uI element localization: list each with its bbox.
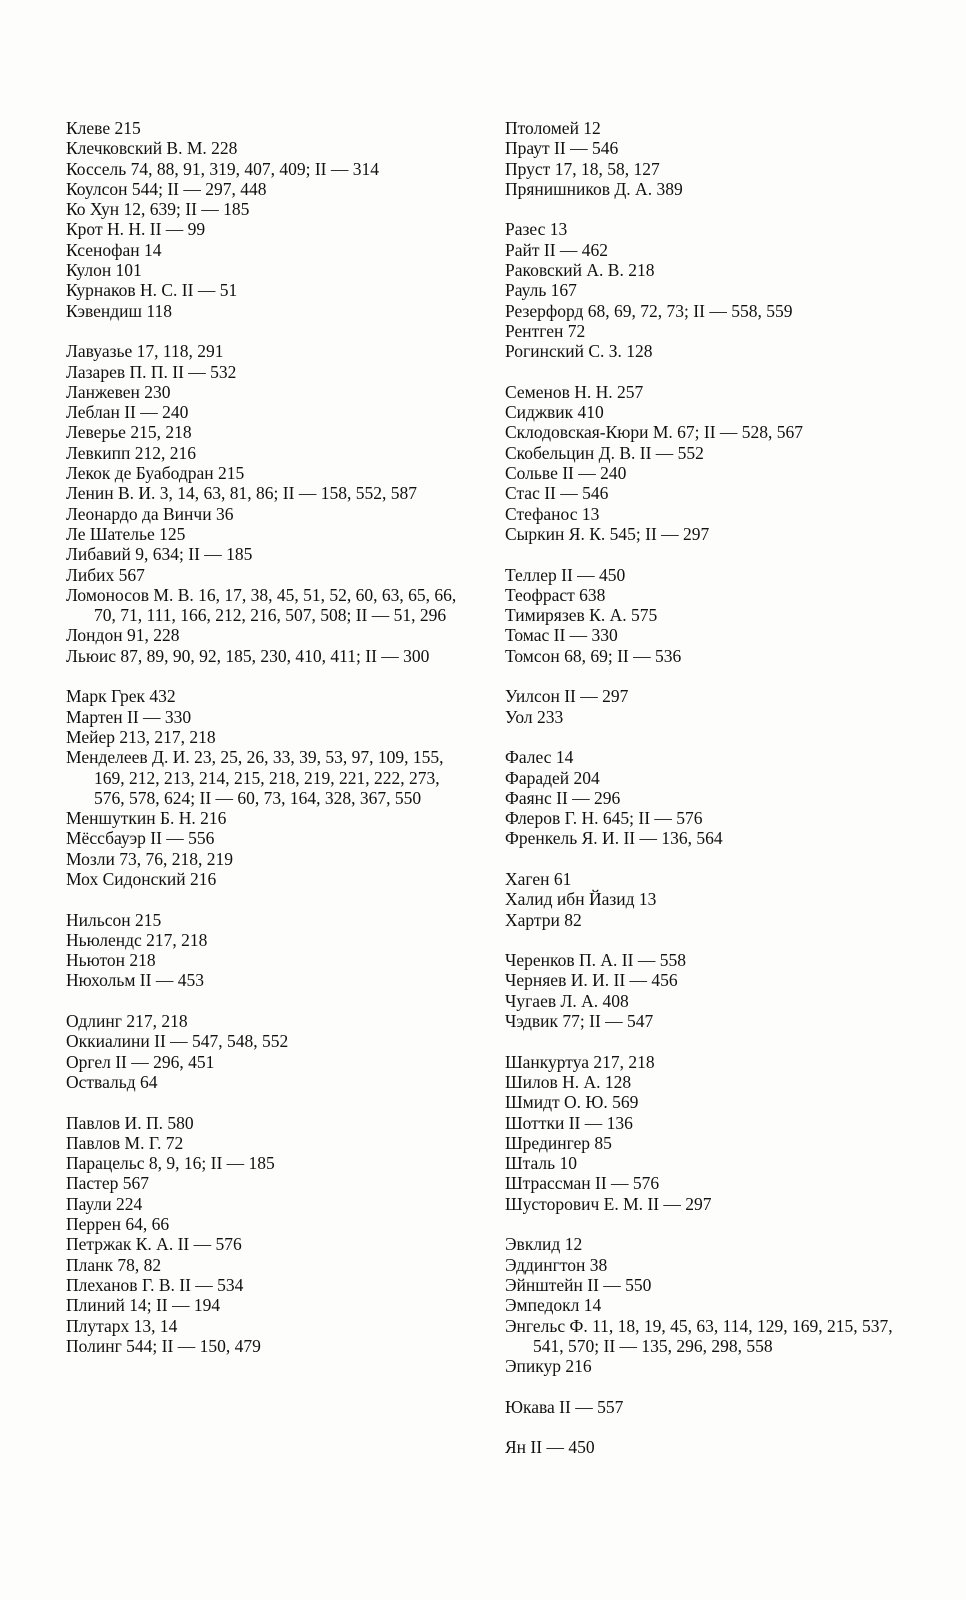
index-entry: Плутарх 13, 14 bbox=[66, 1315, 178, 1336]
index-entry: Праут II — 546 bbox=[505, 138, 619, 159]
index-entry: Шмидт О. Ю. 569 bbox=[505, 1092, 639, 1113]
index-entry: Теофраст 638 bbox=[505, 584, 606, 605]
index-entry: Фарадей 204 bbox=[505, 767, 600, 788]
index-entry: Склодовская-Кюри М. 67; II — 528, 567 bbox=[505, 422, 804, 443]
index-entry: Уилсон II — 297 bbox=[505, 686, 629, 707]
index-entry: Сиджвик 410 bbox=[505, 402, 604, 423]
index-entry: Шредингер 85 bbox=[505, 1132, 612, 1153]
index-entry: Льюис 87, 89, 90, 92, 185, 230, 410, 411; II — 300 bbox=[66, 645, 430, 666]
left-index-column bbox=[66, 118, 466, 1376]
index-entry: Эйнштейн II — 550 bbox=[505, 1274, 652, 1295]
index-entry: Рогинский С. З. 128 bbox=[505, 341, 653, 362]
index-entry: Кулон 101 bbox=[66, 260, 142, 281]
index-entry: Юкава II — 557 bbox=[505, 1396, 624, 1417]
index-entry: Леонардо да Винчи 36 bbox=[66, 503, 234, 524]
index-entry: Ломоносов М. В. 16, 17, 38, 45, 51, 52, 60, 63, 65, 66, 70, 71, 111, 166, 212, 216, 507, 508; II — 51, 296 bbox=[66, 584, 457, 626]
index-entry: Райт II — 462 bbox=[505, 239, 609, 260]
index-entry: Рентген 72 bbox=[505, 320, 586, 341]
index-letter-group bbox=[66, 686, 466, 889]
index-entry: Резерфорд 68, 69, 72, 73; II — 558, 559 bbox=[505, 300, 793, 321]
index-entry: Ян II — 450 bbox=[505, 1437, 595, 1458]
index-letter-group bbox=[505, 382, 915, 544]
index-entry: Халид ибн Йазид 13 bbox=[505, 889, 657, 910]
index-entry: Сыркин Я. К. 545; II — 297 bbox=[505, 523, 710, 544]
index-entry: Нильсон 215 bbox=[66, 909, 162, 930]
index-entry: Ньюлендс 217, 218 bbox=[66, 929, 208, 950]
index-entry: Оргел II — 296, 451 bbox=[66, 1051, 215, 1072]
index-entry: Ко Хун 12, 639; II — 185 bbox=[66, 199, 250, 220]
index-entry: Ксенофан 14 bbox=[66, 239, 162, 260]
index-entry: Хартри 82 bbox=[505, 909, 582, 930]
index-entry: Левкипп 212, 216 bbox=[66, 442, 197, 463]
index-entry: Шанкуртуа 217, 218 bbox=[505, 1051, 655, 1072]
index-entry: Клечковский В. М. 228 bbox=[66, 138, 238, 159]
index-entry: Пастер 567 bbox=[66, 1173, 149, 1194]
index-letter-group bbox=[505, 1052, 915, 1214]
index-entry: Фалес 14 bbox=[505, 747, 574, 768]
index-entry: Скобельцин Д. В. II — 552 bbox=[505, 442, 704, 463]
index-entry: Лавуазье 17, 118, 291 bbox=[66, 341, 224, 362]
index-entry: Леверье 215, 218 bbox=[66, 422, 192, 443]
index-entry: Одлинг 217, 218 bbox=[66, 1011, 188, 1032]
index-letter-group bbox=[66, 341, 466, 666]
index-letter-group bbox=[505, 1437, 915, 1457]
index-letter-group bbox=[505, 869, 915, 930]
index-entry: Либих 567 bbox=[66, 564, 145, 585]
index-entry: Мёссбауэр II — 556 bbox=[66, 828, 215, 849]
index-entry: Френкель Я. И. II — 136, 564 bbox=[505, 828, 723, 849]
index-letter-group bbox=[505, 1234, 915, 1376]
index-entry: Лекок де Буабодран 215 bbox=[66, 463, 245, 484]
index-entry: Ньютон 218 bbox=[66, 950, 156, 971]
index-entry: Рауль 167 bbox=[505, 280, 577, 301]
index-entry: Семенов Н. Н. 257 bbox=[505, 381, 644, 402]
index-entry: Планк 78, 82 bbox=[66, 1254, 162, 1275]
index-entry: Крот Н. Н. II — 99 bbox=[66, 219, 206, 240]
index-entry: Коулсон 544; II — 297, 448 bbox=[66, 178, 267, 199]
index-entry: Павлов М. Г. 72 bbox=[66, 1132, 184, 1153]
index-entry: Пруст 17, 18, 58, 127 bbox=[505, 158, 660, 179]
index-entry: Раковский А. В. 218 bbox=[505, 260, 655, 281]
index-entry: Кэвендиш 118 bbox=[66, 300, 172, 321]
index-entry: Петржак К. А. II — 576 bbox=[66, 1234, 242, 1255]
index-entry: Парацельс 8, 9, 16; II — 185 bbox=[66, 1153, 275, 1174]
index-entry: Черенков П. А. II — 558 bbox=[505, 950, 686, 971]
index-entry: Лазарев П. П. II — 532 bbox=[66, 361, 237, 382]
index-entry: Эвклид 12 bbox=[505, 1234, 583, 1255]
index-entry: Чугаев Л. А. 408 bbox=[505, 990, 629, 1011]
index-entry: Чэдвик 77; II — 547 bbox=[505, 1011, 654, 1032]
index-entry: Разес 13 bbox=[505, 219, 568, 240]
index-letter-group bbox=[66, 1011, 466, 1092]
index-entry: Ланжевен 230 bbox=[66, 381, 171, 402]
index-entry: Штрассман II — 576 bbox=[505, 1173, 660, 1194]
index-entry: Полинг 544; II — 150, 479 bbox=[66, 1335, 261, 1356]
index-entry: Стефанос 13 bbox=[505, 503, 600, 524]
index-entry: Плиний 14; II — 194 bbox=[66, 1295, 221, 1316]
index-entry: Черняев И. И. II — 456 bbox=[505, 970, 678, 991]
index-entry: Клеве 215 bbox=[66, 118, 141, 138]
index-entry: Стас II — 546 bbox=[505, 483, 609, 504]
index-entry: Энгельс Ф. 11, 18, 19, 45, 63, 114, 129, 169, 215, 537, 541, 570; II — 135, 296, 298, 558 bbox=[505, 1315, 893, 1356]
right-index-column bbox=[505, 118, 915, 1478]
index-entry: Хаген 61 bbox=[505, 868, 572, 889]
index-entry: Шусторович Е. М. II — 297 bbox=[505, 1193, 712, 1214]
index-entry: Эпикур 216 bbox=[505, 1356, 592, 1377]
index-entry: Леблан II — 240 bbox=[66, 402, 189, 423]
index-entry: Курнаков Н. С. II — 51 bbox=[66, 280, 238, 301]
index-entry: Ленин В. И. 3, 14, 63, 81, 86; II — 158, 552, 587 bbox=[66, 483, 417, 504]
index-entry: Мартен II — 330 bbox=[66, 706, 192, 727]
index-letter-group bbox=[66, 1113, 466, 1357]
index-entry: Марк Грек 432 bbox=[66, 686, 176, 707]
index-entry: Эддингтон 38 bbox=[505, 1254, 608, 1275]
index-entry: Томсон 68, 69; II — 536 bbox=[505, 645, 682, 666]
index-entry: Меншуткин Б. Н. 216 bbox=[66, 808, 227, 829]
index-entry: Коссель 74, 88, 91, 319, 407, 409; II — 314 bbox=[66, 158, 379, 179]
index-entry: Плеханов Г. В. II — 534 bbox=[66, 1274, 244, 1295]
index-entry: Мох Сидонский 216 bbox=[66, 868, 217, 889]
index-letter-group bbox=[505, 686, 915, 727]
index-entry: Мозли 73, 76, 218, 219 bbox=[66, 848, 234, 869]
index-letter-group bbox=[505, 747, 915, 848]
index-entry: Нюхольм II — 453 bbox=[66, 970, 204, 991]
index-entry: Томас II — 330 bbox=[505, 625, 618, 646]
index-letter-group bbox=[505, 950, 915, 1031]
index-entry: Эмпедокл 14 bbox=[505, 1295, 602, 1316]
index-entry: Шилов Н. А. 128 bbox=[505, 1071, 632, 1092]
index-entry: Оствальд 64 bbox=[66, 1071, 158, 1092]
index-entry: Паули 224 bbox=[66, 1193, 143, 1214]
index-entry: Теллер II — 450 bbox=[505, 564, 626, 585]
index-entry: Тимирязев К. А. 575 bbox=[505, 605, 658, 626]
index-entry: Фаянс II — 296 bbox=[505, 787, 621, 808]
index-letter-group bbox=[66, 910, 466, 991]
index-entry: Птоломей 12 bbox=[505, 118, 601, 138]
index-entry: Ле Шателье 125 bbox=[66, 523, 186, 544]
index-entry: Шоттки II — 136 bbox=[505, 1112, 633, 1133]
index-entry: Флеров Г. Н. 645; II — 576 bbox=[505, 808, 703, 829]
index-letter-group bbox=[505, 565, 915, 666]
index-letter-group bbox=[505, 1397, 915, 1417]
index-entry: Мейер 213, 217, 218 bbox=[66, 726, 216, 747]
index-letter-group bbox=[505, 219, 915, 361]
index-entry: Павлов И. П. 580 bbox=[66, 1112, 194, 1133]
index-letter-group bbox=[66, 118, 466, 321]
index-entry: Лондон 91, 228 bbox=[66, 625, 180, 646]
index-entry: Оккиалини II — 547, 548, 552 bbox=[66, 1031, 289, 1052]
index-entry: Прянишников Д. А. 389 bbox=[505, 178, 683, 199]
index-entry: Уол 233 bbox=[505, 706, 564, 727]
index-entry: Либавий 9, 634; II — 185 bbox=[66, 544, 253, 565]
index-entry: Перрен 64, 66 bbox=[66, 1214, 170, 1235]
index-entry: Сольве II — 240 bbox=[505, 463, 627, 484]
index-letter-group bbox=[505, 118, 915, 199]
index-entry: Менделеев Д. И. 23, 25, 26, 33, 39, 53, 97, 109, 155, 169, 212, 213, 214, 215, 218, 219, 221, 222, 273, 576, 578, 624; II — 60, 73, 164, 328, 367, 550 bbox=[66, 747, 444, 808]
index-entry: Шталь 10 bbox=[505, 1153, 578, 1174]
